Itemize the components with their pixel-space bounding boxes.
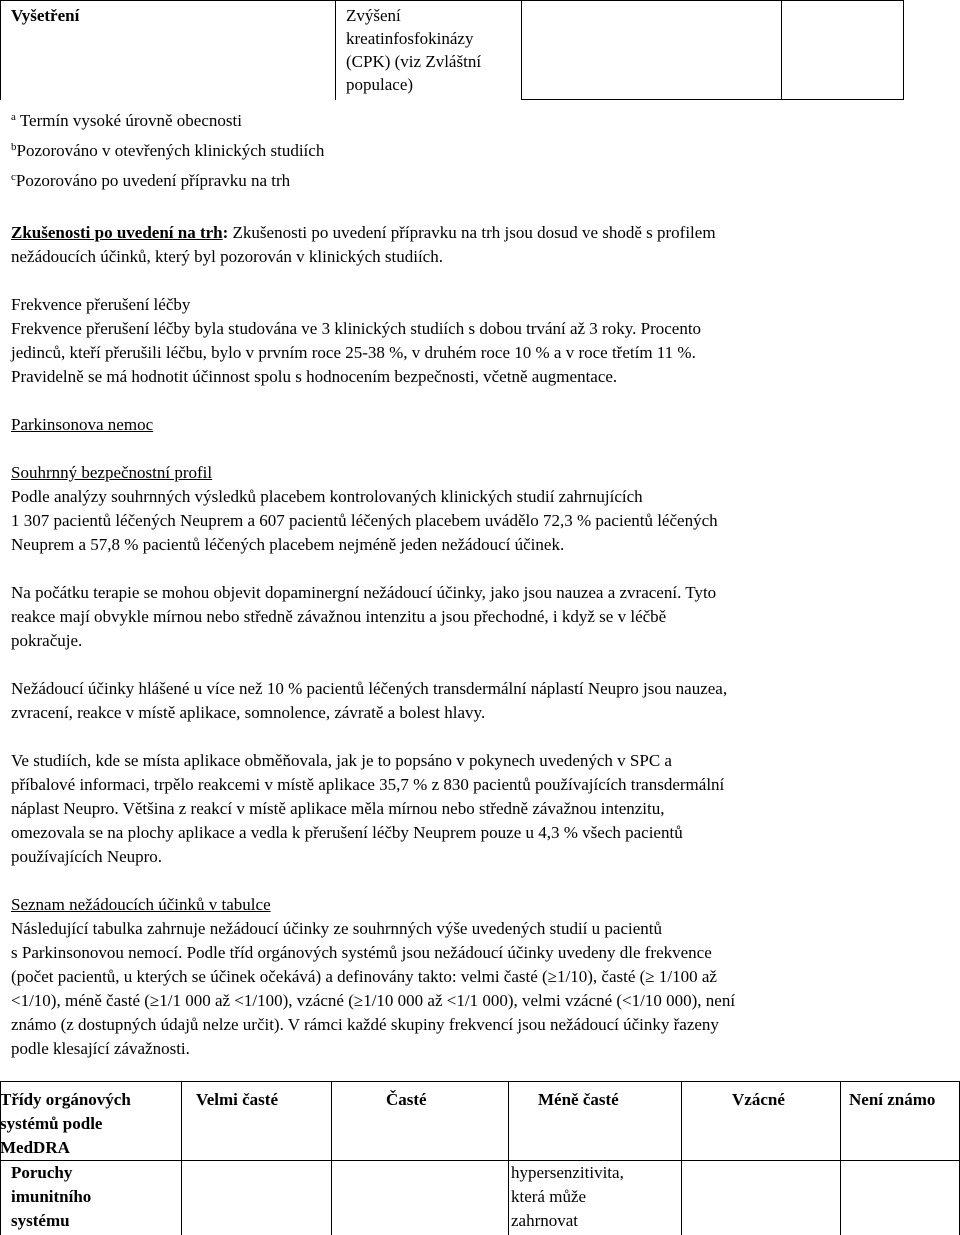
- table-divider: [331, 1081, 332, 1235]
- text-line: pokračuje.: [11, 631, 83, 650]
- cell-line: (CPK) (viz Zvláštní: [346, 52, 482, 71]
- text-line: náplast Neupro. Většina z reakcí v místě aplikace měla mírnou nebo středně závažnou intenzitu,: [11, 799, 665, 818]
- safety-profile-heading: Souhrnný bezpečnostní profil: [11, 463, 213, 482]
- text-line: známo (z dostupných údajů nelze určit). V rámci každé skupiny frekvencí jsou nežádoucí účinky řazeny: [11, 1015, 719, 1034]
- footnote-mark: b: [11, 141, 17, 153]
- text-line: Nežádoucí účinky hlášené u více než 10 % pacientů léčených transdermální náplastí Neupro jsou nauzea,: [11, 679, 728, 698]
- text-line: Neuprem a 57,8 % pacientů léčených placebem nejméně jeden nežádoucí účinek.: [11, 535, 565, 554]
- table-divider: [681, 1081, 682, 1235]
- table-border-left: [0, 0, 1, 100]
- text-line: (počet pacientů, u kterých se účinek očekává) a definovány takto: velmi časté (≥1/10), časté (≥ 1/100 až: [11, 967, 717, 986]
- footnote-text: Pozorováno po uvedení přípravku na trh: [15, 171, 291, 190]
- cpk-increase-cell: [346, 4, 521, 96]
- header-soc: [0, 1088, 180, 1160]
- text-line: Pravidelně se má hodnotit účinnost spolu s hodnocením bezpečnosti, včetně augmentace.: [11, 367, 618, 386]
- text-line: s Parkinsonovou nemocí. Podle tříd orgánových systémů jsou nežádoucí účinky uvedeny dle frekvence: [11, 943, 712, 962]
- cell-line: imunitního: [11, 1187, 92, 1206]
- table-row-divider: [0, 1160, 960, 1161]
- footnote: [11, 166, 511, 196]
- adverse-reactions-table: [0, 1081, 960, 1235]
- cell-line: kreatinfosfokinázy: [346, 29, 474, 48]
- tabulated-list-heading: Seznam nežádoucích účinků v tabulce: [11, 895, 271, 914]
- table-divider: [521, 0, 522, 100]
- table-border-bottom: [521, 99, 904, 100]
- text-line: příbalové informaci, trpělo reakcemi v místě aplikace 35,7 % z 830 pacientů používajících transdermální: [11, 775, 725, 794]
- footnote: [11, 136, 511, 166]
- header-uncommon: Méně časté: [538, 1090, 619, 1109]
- table-border-right: [903, 0, 904, 100]
- top-table: [0, 0, 904, 100]
- cell-line: hypersenzitivita,: [511, 1163, 624, 1182]
- footnote-text: Termín vysoké úrovně obecnosti: [15, 111, 242, 130]
- header-line: systémů podle: [0, 1114, 103, 1133]
- table-divider: [181, 1081, 182, 1235]
- text-line: 1 307 pacientů léčených Neuprem a 607 pacientů léčených placebem uvádělo 72,3 % pacientů léčených: [11, 511, 718, 530]
- text-line: <1/10), méně časté (≥1/1 000 až <1/100), vzácné (≥1/10 000 až <1/1 000), velmi vzácné (<1/10 000), není: [11, 991, 736, 1010]
- table-divider: [335, 0, 336, 100]
- text-line: Zkušenosti po uvedení přípravku na trh jsou dosud ve shodě s profilem: [228, 223, 716, 242]
- parkinson-heading: Parkinsonova nemoc: [11, 415, 154, 434]
- header-common: Časté: [386, 1090, 427, 1109]
- header-rare: Vzácné: [732, 1090, 785, 1109]
- cell-line: která může: [511, 1187, 587, 1206]
- table-divider: [508, 1081, 509, 1235]
- footnotes: [11, 106, 511, 196]
- footnote-mark: c: [11, 171, 16, 183]
- header-very-common: Velmi časté: [196, 1090, 278, 1109]
- header-not-known: Není známo: [849, 1090, 936, 1109]
- table-border-top: [0, 0, 904, 1]
- text-line: Podle analýzy souhrnných výsledků placebem kontrolovaných klinických studií zahrnujících: [11, 487, 643, 506]
- row-soc-immune: [11, 1161, 91, 1233]
- text-line: reakce mají obvykle mírnou nebo středně závažnou intenzitu a jsou přechodné, i když se v léčbě: [11, 607, 667, 626]
- heading-colon: :: [222, 223, 229, 242]
- row-uncommon-cell: [511, 1161, 624, 1233]
- text-line: jedinců, kteří přerušili léčbu, bylo v prvním roce 25-38 %, v druhém roce 10 % a v roce třetím 11 %.: [11, 343, 696, 362]
- text-line: používajících Neupro.: [11, 847, 163, 866]
- cell-line: zahrnovat: [511, 1211, 579, 1230]
- text-line: nežádoucích účinků, který byl pozorován v klinických studiích.: [11, 247, 443, 266]
- footnote: [11, 106, 511, 136]
- footnote-text: Pozorováno v otevřených klinických studiích: [16, 141, 325, 160]
- header-line: Třídy orgánových: [0, 1090, 131, 1109]
- text-line: omezovala se na plochy aplikace a vedla k přerušení léčby Neuprem pouze u 4,3 % všech pacientů: [11, 823, 683, 842]
- discontinuation-heading: Frekvence přerušení léčby: [11, 295, 191, 314]
- table-divider: [840, 1081, 841, 1235]
- cell-line: systému: [11, 1211, 70, 1230]
- investigations-label: Vyšetření: [11, 6, 80, 25]
- post-marketing-paragraph: [11, 221, 946, 245]
- text-line: podle klesající závažnosti.: [11, 1039, 190, 1058]
- table-border-top: [0, 1081, 960, 1082]
- cell-line: Poruchy: [11, 1163, 73, 1182]
- post-marketing-heading: Zkušenosti po uvedení na trh: [11, 223, 223, 242]
- text-line: zvracení, reakce v místě aplikace, somnolence, závratě a bolest hlavy.: [11, 703, 486, 722]
- cell-line: Zvýšení: [346, 6, 401, 25]
- text-line: Následující tabulka zahrnuje nežádoucí účinky ze souhrnných výše uvedených studií u pacientů: [11, 919, 662, 938]
- document-body: [11, 221, 946, 1061]
- footnote-mark: a: [11, 111, 16, 123]
- text-line: Frekvence přerušení léčby byla studována ve 3 klinických studiích s dobou trvání až 3 roky. Procento: [11, 319, 702, 338]
- cell-line: populace): [346, 75, 414, 94]
- header-line: MedDRA: [0, 1138, 70, 1157]
- table-divider: [781, 0, 782, 100]
- text-line: Na počátku terapie se mohou objevit dopaminergní nežádoucí účinky, jako jsou nauzea a zvracení. Tyto: [11, 583, 717, 602]
- text-line: Ve studiích, kde se místa aplikace obměňovala, jak je to popsáno v pokynech uvedených v SPC a: [11, 751, 672, 770]
